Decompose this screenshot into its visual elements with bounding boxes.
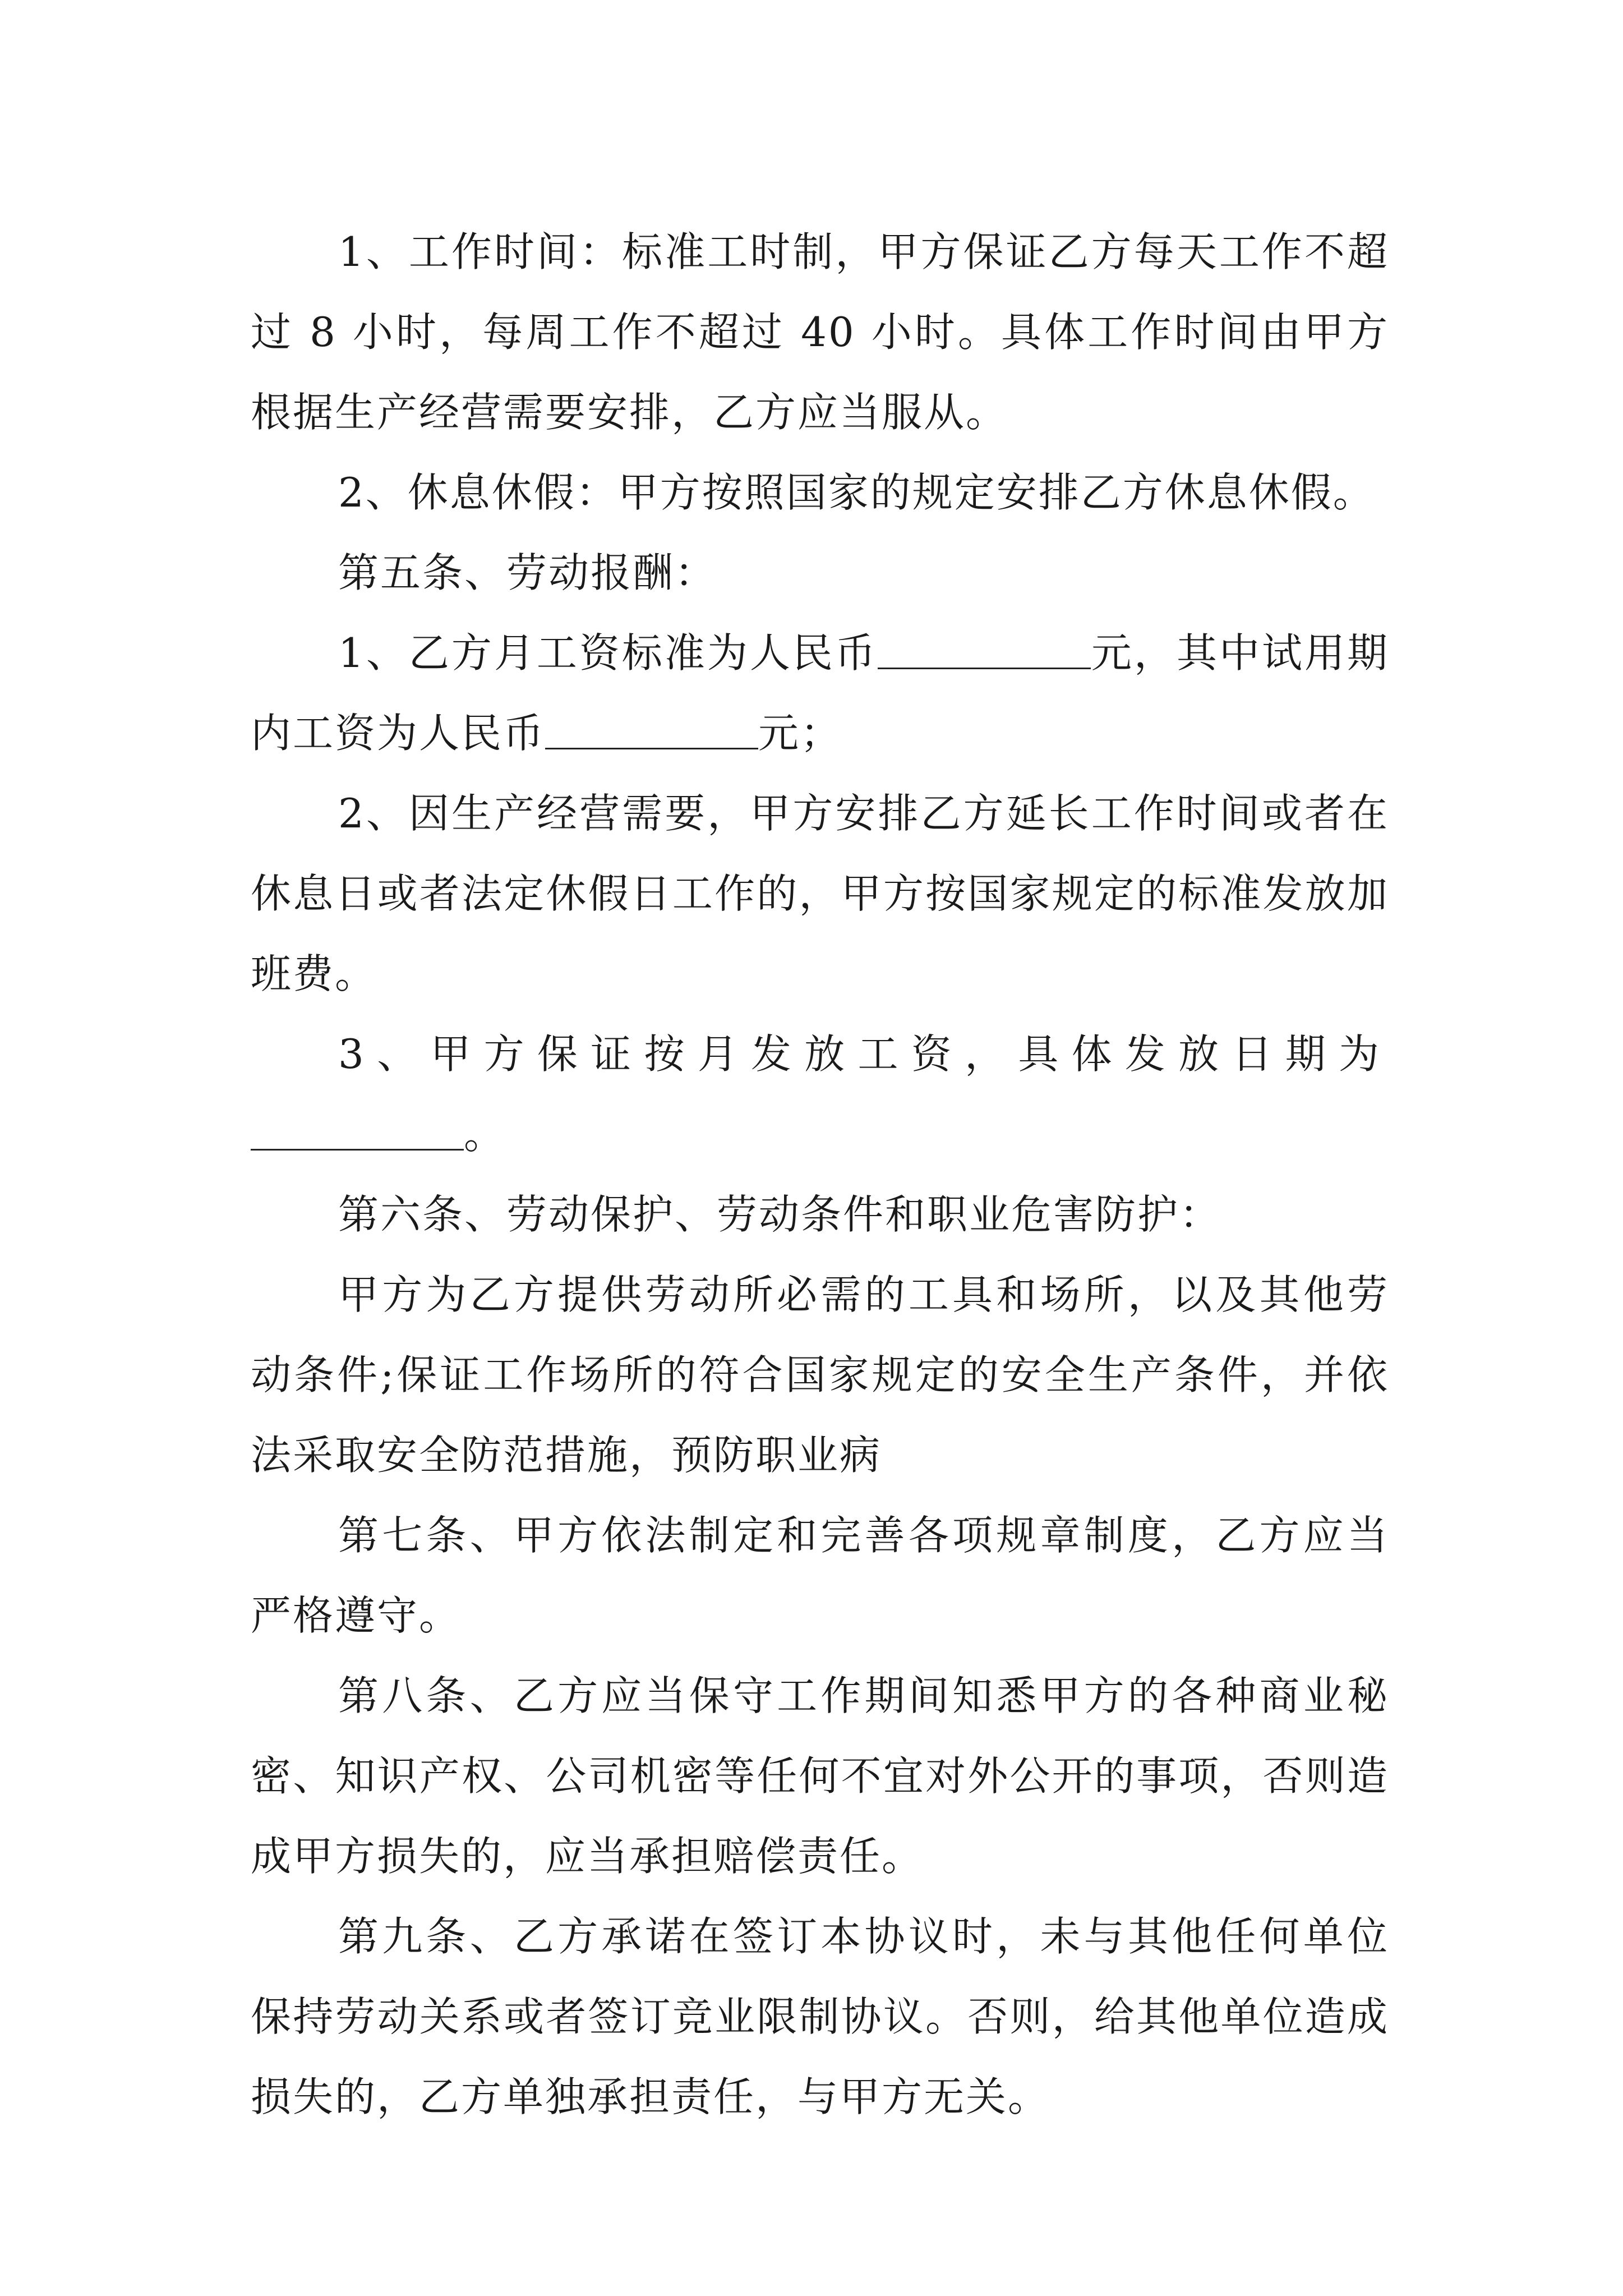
salary-text-2: 元，其中试用期内工资为人民币 [251,629,1389,757]
clause-rest-leave: 2、休息休假：甲方按照国家的规定安排乙方休息休假。 [338,469,1375,516]
article-6-heading: 第六条、劳动保护、劳动条件和职业危害防护： [338,1191,1222,1238]
article-7: 第七条、甲方依法制定和完善各项规章制度，乙方应当严格遵守。 [251,1512,1389,1639]
article-5-heading: 第五条、劳动报酬： [338,549,717,596]
salary-text-1: 1、乙方月工资标准为人民币 [338,629,878,677]
pay-date-blank[interactable] [251,1115,464,1151]
pay-date-period: 。 [464,1111,506,1158]
article-9: 第九条、乙方承诺在签订本协议时，未与其他任何单位保持劳动关系或者签订竞业限制协议。否则，给其他单位造成损失的，乙方单独承担责任，与甲方无关。 [251,1913,1389,2120]
clause-pay-date-line2 [251,1094,1389,1175]
clause-overtime-pay: 2、因生产经营需要，甲方安排乙方延长工作时间或者在休息日或者法定休假日工作的，甲方按国家规定的标准发放加班费。 [251,790,1389,997]
monthly-salary-blank[interactable] [878,634,1091,669]
salary-text-3: 元； [758,710,843,757]
clause-pay-date-line1: 3、甲方保证按月发放工资，具体发放日期为 [338,1030,1389,1078]
clause-salary-standard [251,613,1389,774]
clause-work-hours: 1、工作时间：标准工时制，甲方保证乙方每天工作不超过 8 小时，每周工作不超过 40 小时。具体工作时间由甲方根据生产经营需要安排，乙方应当服从。 [251,228,1389,436]
article-8: 第八条、乙方应当保守工作期间知悉甲方的各种商业秘密、知识产权、公司机密等任何不宜对外公开的事项，否则造成甲方损失的，应当承担赔偿责任。 [251,1672,1389,1880]
document-body [251,212,1389,2137]
probation-salary-blank[interactable] [545,714,758,749]
clause-labor-protection: 甲方为乙方提供劳动所必需的工具和场所，以及其他劳动条件;保证工作场所的符合国家规定的安全生产条件，并依法采取安全防范措施，预防职业病 [251,1271,1389,1479]
